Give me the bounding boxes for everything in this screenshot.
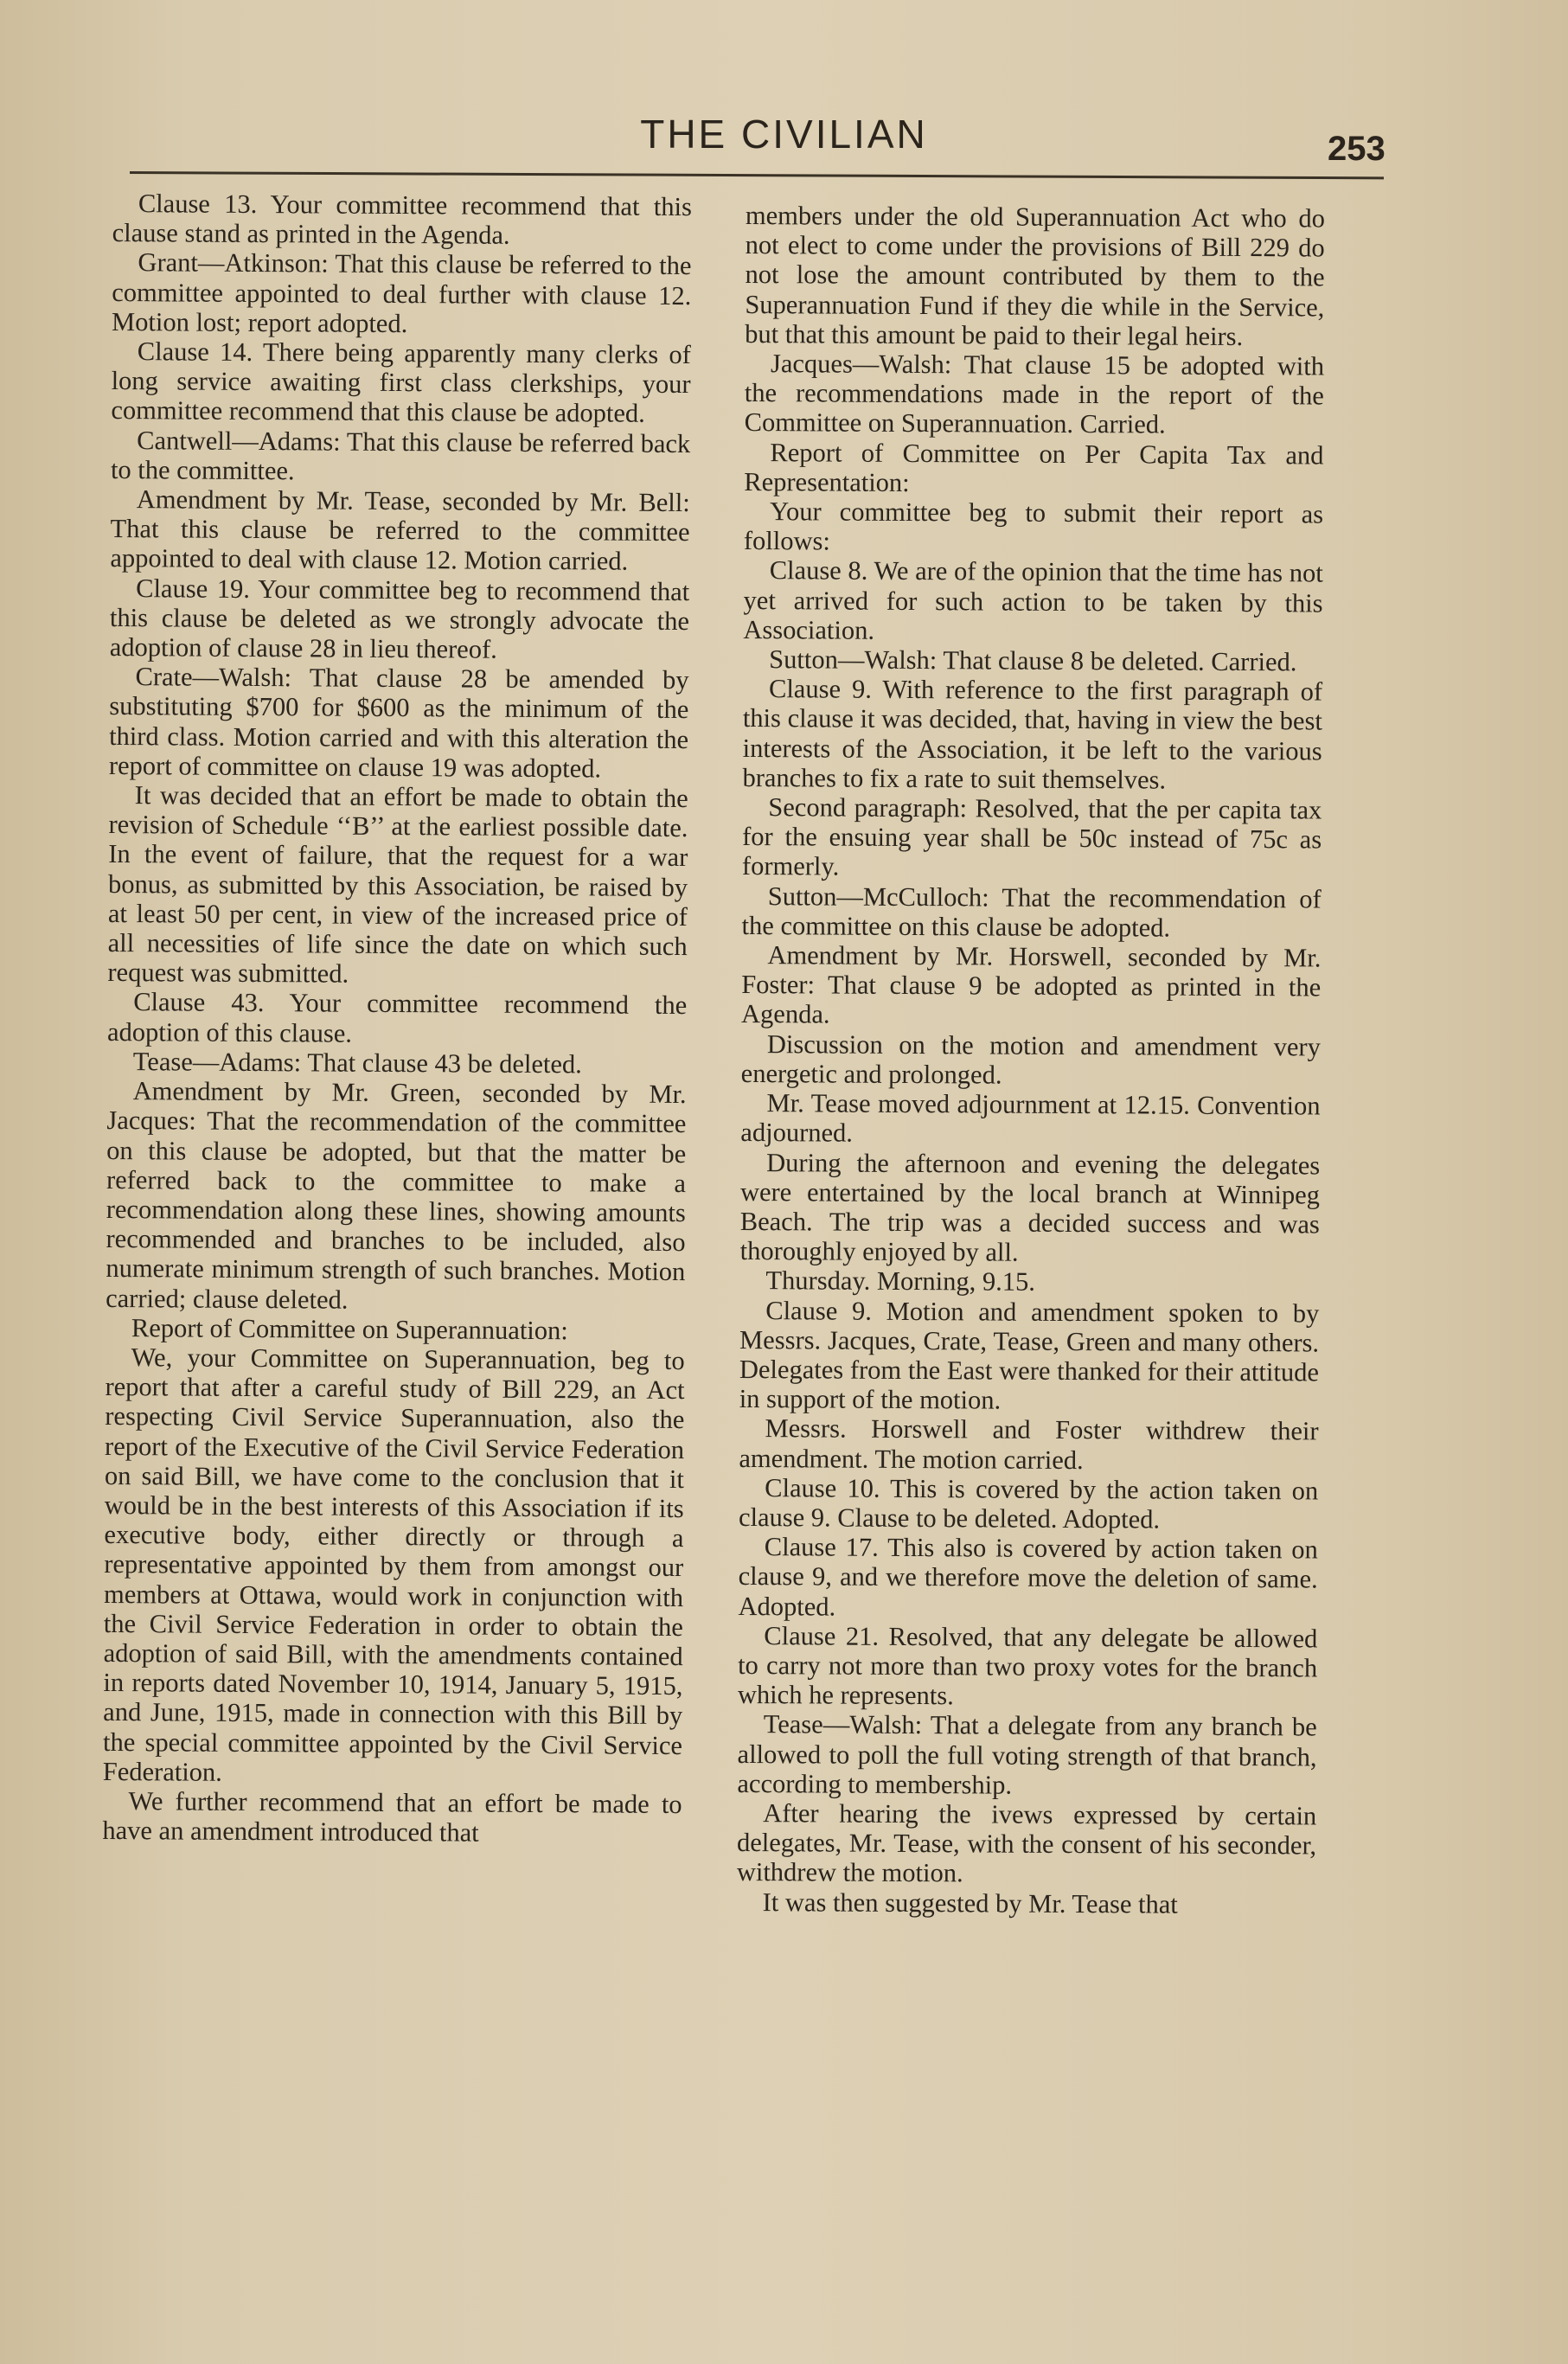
paragraph: Crate—Walsh: That clause 28 be amended by substituting $700 for $600 as the minimum of the third class. Motion carried and with this alteration the report of committee on clause 19 was adopted. [108, 662, 689, 784]
running-title: THE CIVILIAN [640, 112, 928, 157]
paragraph: Clause 10. This is covered by the action taken on clause 9. Clause to be deleted. Adopted. [738, 1472, 1319, 1534]
paragraph: Clause 43. Your committee recommend the adoption of this clause. [106, 987, 688, 1048]
paragraph: Discussion on the motion and amendment very energetic and prolonged. [740, 1028, 1321, 1090]
paragraph: Amendment by Mr. Tease, seconded by Mr. Bell: That this clause be referred to the committee appointed to deal with clause 12. Motion carried. [110, 484, 690, 577]
paragraph: Clause 9. Motion and amendment spoken to by Messrs. Jacques, Crate, Tease, Green and many others. Delegates from the East were thanked for their attitude in support of the motion. [739, 1295, 1320, 1415]
paragraph: Sutton—Walsh: That clause 8 be deleted. Carried. [769, 644, 1297, 677]
paragraph: Tease—Walsh: That a delegate from any branch be allowed to poll the full voting strength of that branch, according to membership. [737, 1709, 1317, 1800]
paragraph: Tease—Adams: That clause 43 be deleted. [132, 1047, 582, 1079]
paragraph: During the afternoon and evening the delegates were entertained by the local branch at Winnipeg Beach. The trip was a decided success and was thoroughly enjoyed by all. [739, 1147, 1321, 1267]
section-heading: Report of Committee on Superannuation: [131, 1312, 568, 1345]
paragraph: Cantwell—Adams: That this clause be referred back to the committee. [110, 425, 691, 486]
paragraph: Thursday. Morning, 9.15. [765, 1265, 1036, 1297]
paragraph: Jacques—Walsh: That clause 15 be adopted with the recommendations made in the report of the Committee on Superannuation. Carried. [744, 349, 1325, 439]
paragraph: We further recommend that an effort be made to have an amendment introduced that [102, 1786, 682, 1848]
paragraph: Clause 13. Your committee recommend that this clause stand as printed in the Agenda. [112, 189, 692, 251]
paragraph: Sutton—McCulloch: That the recommendation of the committee on this clause be adopted. [741, 881, 1322, 943]
paragraph: We, your Committee on Superannuation, beg to report that after a careful study of Bill 229, an Act respecting Civil Service Superannuation, also the report of the Executive of the Civil Service Federation on said Bill, we have come to the conclusion that it would be in the best interests of this Association if its executive body, either directly or through a representative appointed by them from amongst our members at Ottawa, would work in conjunction with the Civil Service Federation in order to obtain the adoption of said Bill, with the amendments contained in reports dated November 10, 1914, January 5, 1915, and June, 1915, made in connection with this Bill by the special committee appointed by the Civil Service Federation. [102, 1342, 685, 1787]
paragraph: Clause 9. With reference to the first paragraph of this clause it was decided, that, having in view the best interests of the Association, it be left to the various branches to fix a rate to suit themselves. [742, 674, 1323, 795]
paragraph: Messrs. Horswell and Foster withdrew their amendment. The motion carried. [739, 1413, 1319, 1475]
paragraph: Grant—Atkinson: That this clause be referred to the committee appointed to deal further with clause 12. Motion lost; report adopted. [111, 247, 692, 338]
paragraph: Mr. Tease moved adjournment at 12.15. Convention adjourned. [740, 1088, 1321, 1148]
right-column [737, 201, 1325, 1919]
paragraph: Clause 21. Resolved, that any delegate be allowed to carry not more than two proxy votes for the branch which he represents. [737, 1620, 1318, 1711]
section-heading: Report of Committee on Per Capita Tax and Representation: [744, 437, 1324, 497]
paragraph: Your committee beg to submit their report as follows: [743, 497, 1324, 556]
paragraph: Second paragraph: Resolved, that the per capita tax for the ensuing year shall be 50c instead of 75c as formerly. [741, 792, 1322, 882]
paragraph: After hearing the ivews expressed by certain delegates, Mr. Tease, with the consent of his seconder, withdrew the motion. [736, 1798, 1317, 1888]
paragraph: It was decided that an effort be made to obtain the revision of Schedule ‘‘B’’ at the earliest possible date. In the event of failure, that the request for a war bonus, as submitted by this Association, be raised by at least 50 per cent, in view of the increased price of all necessities of life since the date on which such request was submitted. [107, 780, 688, 989]
page-number: 253 [1328, 130, 1386, 168]
paragraph: Amendment by Mr. Green, seconded by Mr. Jacques: That the recommendation of the committee on this clause be adopted, but that the matter be referred back to the committee to make a recommendation along these lines, showing amounts recommended and branches to be included, also numerate minimum strength of such branches. Motion carried; clause deleted. [106, 1076, 687, 1315]
paragraph: Clause 19. Your committee beg to recommend that this clause be deleted as we strongly advocate the adoption of clause 28 in lieu thereof. [109, 573, 690, 664]
header-rule [130, 171, 1384, 179]
paragraph: Clause 17. This also is covered by action taken on clause 9, and we therefore move the deletion of same. Adopted. [738, 1532, 1318, 1622]
paragraph: Clause 8. We are of the opinion that the time has not yet arrived for such action to be taken by this Association. [743, 555, 1323, 645]
left-column [102, 189, 692, 1848]
paragraph: Amendment by Mr. Horswell, seconded by Mr. Foster: That clause 9 be adopted as printed in the Agenda. [740, 940, 1322, 1030]
paragraph: It was then suggested by Mr. Tease that [762, 1887, 1178, 1919]
paragraph: Clause 14. There being apparently many clerks of long service awaiting first class clerkships, your committee recommend that this clause be adopted. [111, 336, 691, 429]
paragraph: members under the old Superannuation Act who do not elect to come under the provisions of Bill 229 do not lose the amount contributed by them to the Superannuation Fund if they die while in the Service, but that this amount be paid to their legal heirs. [745, 201, 1325, 351]
